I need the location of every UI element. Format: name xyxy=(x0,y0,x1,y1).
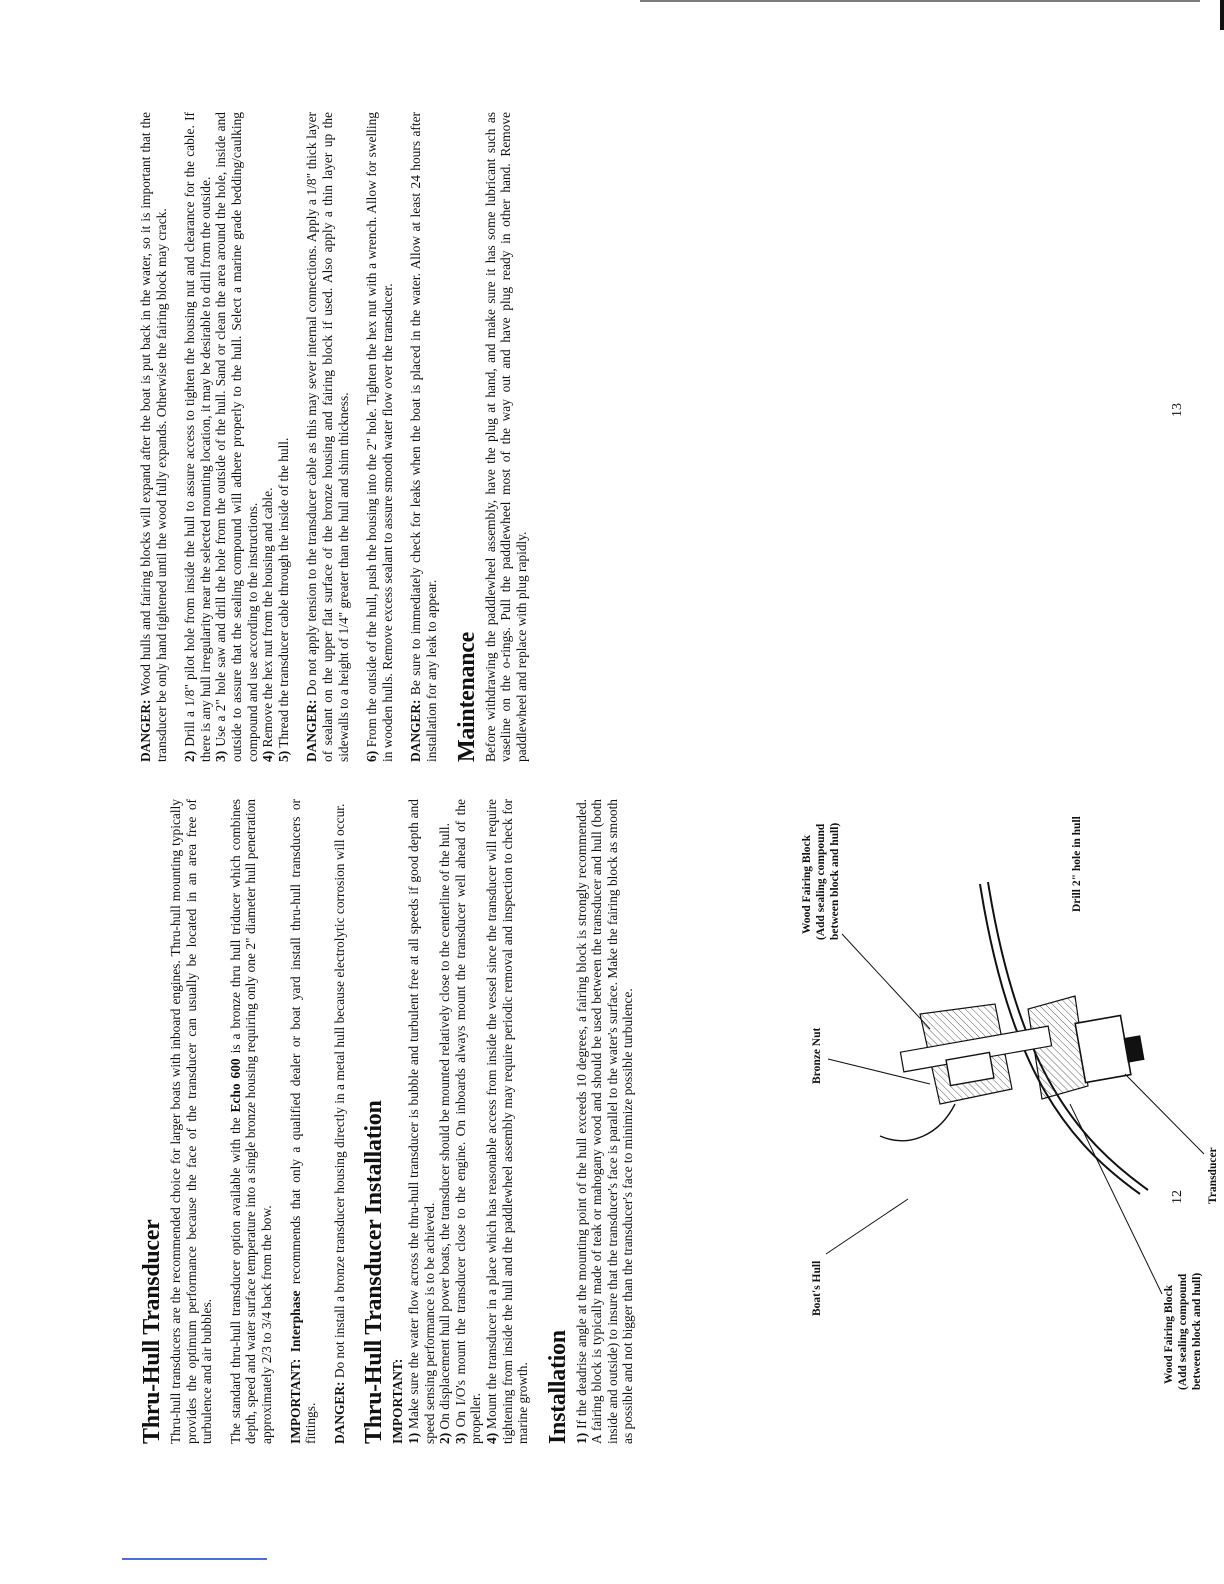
transducer-face-icon xyxy=(1124,1036,1144,1062)
danger-note-wood-hull xyxy=(138,112,169,762)
step-number: 6) xyxy=(364,750,380,762)
item-text: Make sure the water flow across the thru-hull transducer is bubble and turbulent free at all speeds if good depth and speed sensing performance is to be achieved. xyxy=(405,799,437,1444)
blue-scan-line xyxy=(122,1558,267,1560)
mounting-diagram-svg xyxy=(780,764,1220,1404)
danger-note-leaks xyxy=(408,112,439,762)
step-4 xyxy=(260,112,276,762)
boats-hull-label: Boat's Hull xyxy=(811,1260,823,1316)
wood-block-bottom-label-2: (Add sealing compound xyxy=(1177,1273,1189,1390)
intro-paragraph: Thru-hull transducers are the recommended choice for larger boats with inboard engines. Thru-hull mounting typically provides the optimum performance because the face of the transducer can usually be located in an area free of turbulence and air bubbles. xyxy=(168,799,215,1444)
wood-block-bottom-label-3: between block and hull) xyxy=(1191,1272,1203,1390)
item-text: On displacement hull power boats, the transducer should be mounted relatively close to the centerline of the hull. xyxy=(437,823,453,1433)
wood-block-bottom-label-1: Wood Fairing Block xyxy=(1163,1284,1175,1384)
step-text: Use a 2" hole saw and drill the hole from the outside of the hull. Sand or clean the area around the hole, inside and outside to assure that the sealing compound will adhere properly to the hull. Select a marine grade bedding/caulking compound and use according to the instructions. xyxy=(213,112,260,762)
danger-label: DANGER: xyxy=(304,699,320,762)
item-number: 4) xyxy=(483,1432,499,1444)
thru-hull-transducer-title: Thru-Hull Transducer xyxy=(139,1219,165,1444)
standard-text-a: The standard thru-hull transducer option available with the xyxy=(227,1112,243,1444)
page-13-text xyxy=(138,112,542,762)
page-number-12: 12 xyxy=(1170,1190,1185,1204)
important-text: recommends that only a qualified dealer or boat yard install thru-hull transducers or fittings. xyxy=(287,799,319,1444)
danger-note-metal-hull xyxy=(332,799,348,1444)
danger-text: Do not apply tension to the transducer cable as this may sever internal connections. Apply a 1/8" thick layer of sealant on the upper flat surface of the bronze housing and fairing block if used. Also apply a thin layer up the sidewalls to a height of 1/4" greater than the hull and shim thickness. xyxy=(304,112,351,762)
bronze-nut-label: Bronze Nut xyxy=(811,1027,823,1084)
step-number: 3) xyxy=(213,750,229,762)
danger-text: Wood hulls and fairing blocks will expand after the boat is put back in the water, so it is important that the transducer be only hand tightened until the wood fully expands. Otherwise the fairing block may crack. xyxy=(138,112,169,762)
leader-line xyxy=(1070,1104,1162,1294)
important-heading: IMPORTANT: xyxy=(390,1358,406,1444)
step-3 xyxy=(213,112,260,762)
step-text: From the outside of the hull, push the housing into the 2" hole. Tighten the hex nut with a wrench. Allow for swelling in wooden hulls. Remove excess sealant to assure smooth water flow over the transducer. xyxy=(364,112,395,762)
page-12-text xyxy=(138,799,649,1444)
step-text: Remove the hex nut from the housing and cable. xyxy=(260,487,276,751)
transducer-mounting-diagram xyxy=(780,764,1220,1404)
step-2 xyxy=(182,112,213,762)
important-label: IMPORTANT: xyxy=(287,1358,303,1444)
transducer-cable-icon xyxy=(880,1104,955,1141)
list-item xyxy=(406,799,437,1444)
item-number: 3) xyxy=(452,1432,468,1444)
brand-name: Interphase xyxy=(287,1290,303,1353)
list-item xyxy=(437,799,453,1444)
step-number: 2) xyxy=(182,750,198,762)
installation-title: Installation xyxy=(544,1330,571,1444)
danger-label: DANGER: xyxy=(408,699,424,762)
maintenance-title: Maintenance xyxy=(453,631,480,762)
danger-text: Do not install a bronze transducer housing directly in a metal hull because electrolytic corrosion will occur. xyxy=(331,803,347,1382)
danger-text: Be sure to immediately check for leaks when the boat is placed in the water. Allow at least 24 hours after installation for any leak to appear. xyxy=(408,112,439,762)
installation-section-title: Thru-Hull Transducer Installation xyxy=(361,1100,388,1444)
step-text: Drill a 1/8" pilot hole from inside the hull to assure access to tighten the housing nut and clearance for the cable. If there is any hull irregularity near the selected mounting location, it may be desirable to drill from the outside. xyxy=(182,112,213,762)
danger-label: DANGER: xyxy=(138,699,153,762)
standard-text-b: is a bronze thru hull triducer which combines depth, speed and water surface temperature into a single bronze housing requiring only one 2" diameter hull penetration approximately 2/3 to 3/4 back from the bow. xyxy=(227,798,274,1444)
transducer-label: Transducer xyxy=(1207,1147,1219,1204)
danger-label: DANGER: xyxy=(331,1381,347,1444)
list-item xyxy=(484,799,531,1444)
list-item xyxy=(453,799,484,1444)
maintenance-paragraph: Before withdrawing the paddlewheel assembly, have the plug at hand, and make sure it has some lubricant such as vaseline on the o-rings. Pull the paddlewheel most of the way out and have plug ready in other hand. Remove paddlewheel and replace with plug rapidly. xyxy=(482,112,529,762)
item-text: Mount the transducer in a place which has reasonable access from inside the vessel since the transducer will require tightening from inside the hull and the paddlewheel assembly may require periodic removal and inspection to check for marine growth. xyxy=(483,799,531,1444)
step-number: 5) xyxy=(275,750,291,762)
wood-block-top-label-3: between block and hull) xyxy=(829,822,841,940)
step-text: Thread the transducer cable through the inside of the hull. xyxy=(275,437,291,751)
page-number-13: 13 xyxy=(1170,403,1185,417)
step-text: If the deadrise angle at the mounting point of the hull exceeds 10 degrees, a fairing block is strongly recommended. A fairing block is typically made of teak or mahogany wood and should be used between the transducer and hull (both inside and outside) to insure that the transducer's face is parallel to the water's surface. Make the fairing block as smooth as possible and not bigger than the transducer's face to minimize possible turbulence. xyxy=(573,799,636,1444)
wood-block-top-label-2: (Add sealing compound xyxy=(815,823,827,940)
transducer-body-icon xyxy=(1075,1015,1131,1082)
leader-line xyxy=(842,934,930,1029)
item-text: On I/O's mount the transducer close to the engine. On inboards always mount the transducer well ahead of the propeller. xyxy=(452,799,484,1444)
product-name: Echo 600 xyxy=(227,1058,243,1113)
step-number: 4) xyxy=(260,750,276,762)
step-6 xyxy=(364,112,395,762)
danger-note-cable xyxy=(304,112,351,762)
step-number: 1) xyxy=(573,1432,589,1444)
drill-hole-label: Drill 2" hole in hull xyxy=(1071,816,1083,912)
step-5 xyxy=(276,112,292,762)
item-number: 1) xyxy=(405,1432,421,1444)
item-number: 2) xyxy=(437,1432,453,1444)
leader-line xyxy=(826,1199,908,1254)
important-note xyxy=(288,799,319,1444)
leader-line xyxy=(1125,1074,1204,1154)
wood-block-top-label-1: Wood Fairing Block xyxy=(801,834,813,934)
step-1 xyxy=(574,799,636,1444)
standard-option-paragraph xyxy=(228,799,275,1444)
